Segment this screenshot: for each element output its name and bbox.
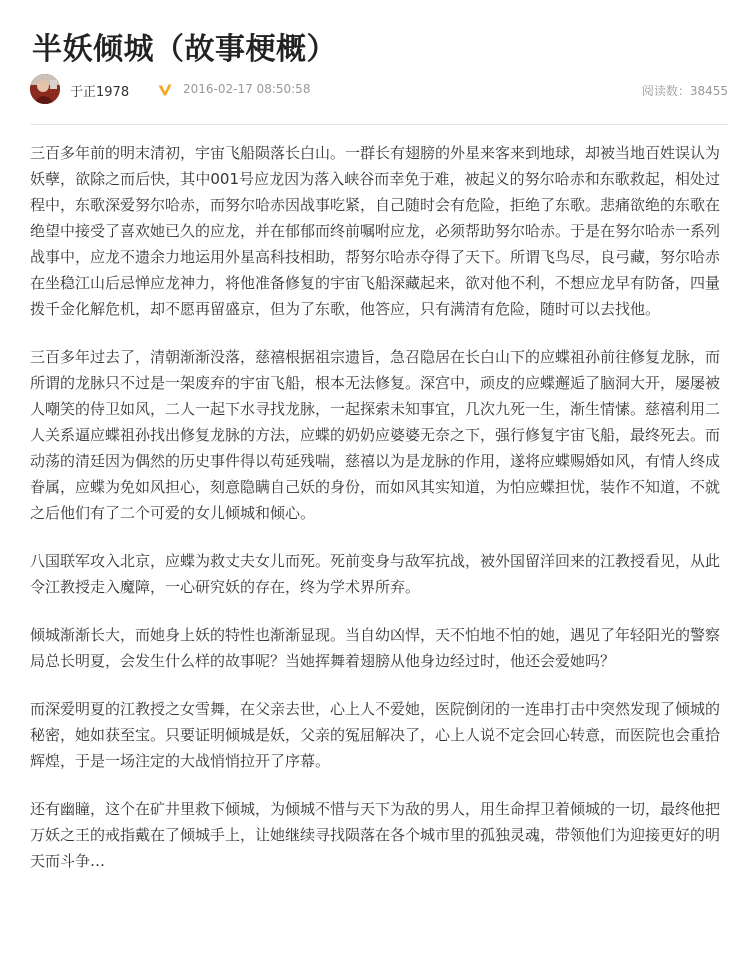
paragraph-3: 八国联军攻入北京，应蝶为救丈夫女儿而死。死前变身与敌军抗战，被外国留洋回来的江教授看见，从此令江教授走入魔障，一心研究妖的存在，终为学术界所弃。 bbox=[30, 552, 721, 596]
verified-icon bbox=[157, 82, 173, 101]
paragraph-6: 还有幽瞳，这个在矿井里救下倾城，为倾城不惜与天下为敌的男人，用生命捍卫着倾城的一切，最终他把万妖之王的戒指戴在了倾城手上，让她继续寻找陨落在各个城市里的孤独灵魂，带领他们为迎接更好的明天而斗争… bbox=[30, 800, 721, 870]
article-title: 半妖倾城（故事梗概） bbox=[32, 32, 337, 67]
paragraph-4: 倾城渐渐长大，而她身上妖的特性也渐渐显现。当自幼凶悍，天不怕地不怕的她，遇见了年轻阳光的警察局总长明夏，会发生什么样的故事呢？当她挥舞着翅膀从他身边经过时，他还会爱她吗？ bbox=[30, 626, 721, 670]
avatar-image bbox=[30, 74, 60, 104]
author-avatar[interactable] bbox=[30, 74, 60, 104]
paragraph-2: 三百多年过去了，清朝渐渐没落，慈禧根据祖宗遗旨，急召隐居在长白山下的应蝶祖孙前往修复龙脉，而所谓的龙脉只不过是一架废弃的宇宙飞船，根本无法修复。深宫中，顽皮的应蝶邂逅了脑洞大开，屡屡被人嘲笑的侍卫如风，二人一起下水寻找龙脉，一起探索未知事宜，几次九死一生，渐生情愫。慈禧利用二人关系逼应蝶祖孙找出修复龙脉的方法，应蝶的奶奶应婆婆无奈之下，强行修复宇宙飞船，最终死去。而动荡的清廷因为偶然的历史事件得以苟延残喘，慈禧以为是龙脉的作用，遂将应蝶赐婚如风，有情人终成眷属，应蝶为免如风担心，刻意隐瞒自己妖的身份，而如风其实知道，为怕应蝶担忧，装作不知道，不就之后他们有了二个可爱的女儿倾城和倾心。 bbox=[30, 348, 721, 522]
read-count: 阅读数：38455 bbox=[641, 84, 728, 98]
author-name[interactable]: 于正1978 bbox=[70, 85, 130, 100]
paragraph-1: 三百多年前的明末清初，宇宙飞船陨落长白山。一群长有翅膀的外星来客来到地球，却被当地百姓误认为妖孽，欲除之而后快，其中001号应龙因为落入峡谷而幸免于难，被起义的努尔哈赤和东歌救起，相处过程中，东歌深爱努尔哈赤，而努尔哈赤因战事吃紧，自己随时会有危险，拒绝了东歌。悲痛欲绝的东歌在绝望中接受了喜欢她已久的应龙，并在郁郁而终前嘱咐应龙，必须帮助努尔哈赤。于是在努尔哈赤一系列战事中，应龙不遗余力地运用外星高科技相助，帮努尔哈赤夺得了天下。所谓飞鸟尽，良弓藏，努尔哈赤在坐稳江山后忌惮应龙神力，将他准备修复的宇宙飞船深藏起来，欲对他不利，不想应龙早有防备，四量拨千金化解危机，却不愿再留盛京，但为了东歌，他答应，只有满清有危险，随时可以去找他。 bbox=[30, 144, 721, 318]
paragraph-5: 而深爱明夏的江教授之女雪舞，在父亲去世，心上人不爱她，医院倒闭的一连串打击中突然发现了倾城的秘密，她如获至宝。只要证明倾城是妖，父亲的冤屈解决了，心上人说不定会回心转意，而医院也会重拾辉煌，于是一场注定的大战悄悄拉开了序幕。 bbox=[30, 700, 721, 770]
publish-date: 2016-02-17 08:50:58 bbox=[183, 82, 311, 96]
article-meta bbox=[30, 74, 728, 108]
article-body bbox=[30, 140, 720, 896]
header-divider bbox=[30, 124, 728, 125]
